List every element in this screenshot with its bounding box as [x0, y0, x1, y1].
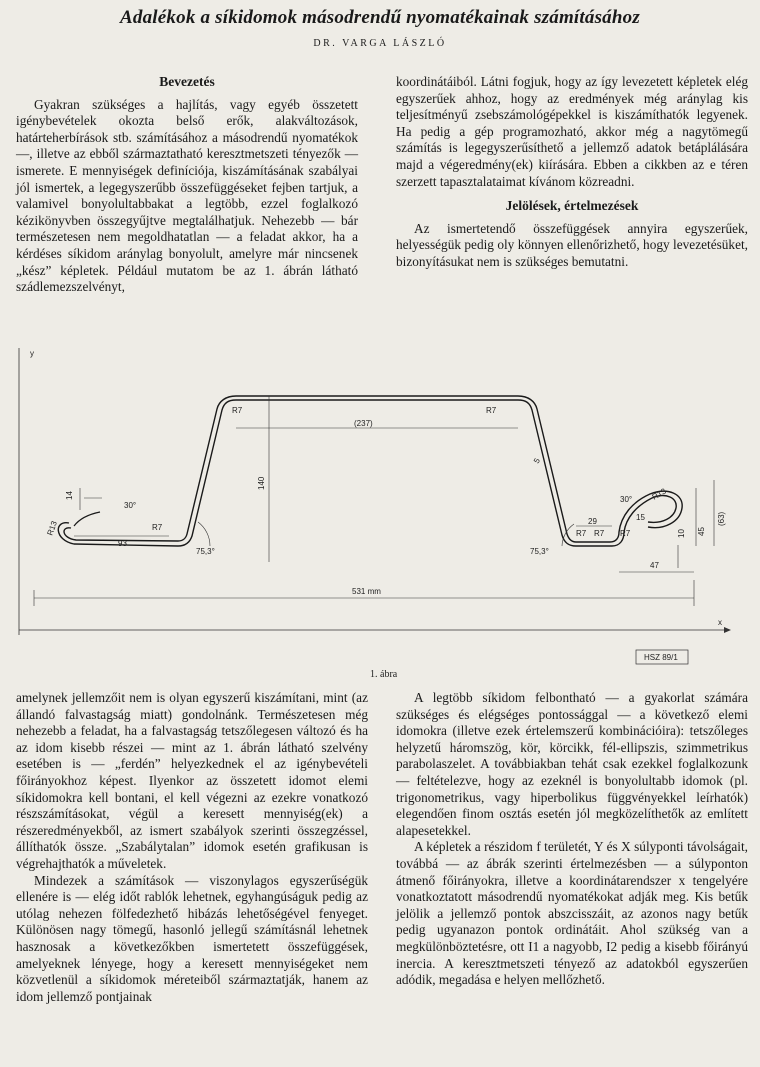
dimension-hook-offset: 10	[677, 529, 686, 538]
figure-caption: 1. ábra	[370, 669, 398, 680]
figure-stamp: HSZ 89/1	[644, 653, 678, 662]
radius-label-right-bottom-3: R7	[620, 529, 631, 538]
dimension-right-flange: 29	[588, 517, 597, 526]
dimension-total-width: 531 mm	[352, 587, 381, 596]
dimension-hook-height: 45	[697, 527, 706, 536]
angle-label-right-web: 75,3°	[530, 547, 549, 556]
body-paragraph-2: Mindezek a számítások — viszonylagos egyszerűségük ellenére is — elég időt rablók lehetnek, egyhangúságuk pedig az utólag nehezen fölfedezhető hibázás lehetőségével fenyeget. Különösen nagy tömegű, hasonló jellegű számításnál lehetnek hasznosak a következőkben ismertetett összefüggések, amelyeknek lényege, hogy a keresett mennyiségeket nem közvetlenül a síkidomok méreteiből származtatják, hanem az idom jellemző pontjainak	[16, 872, 368, 1004]
column-left-bottom	[16, 690, 368, 1005]
angle-label-left-web: 75,3°	[196, 547, 215, 556]
angle-label-right-hook: 30°	[620, 495, 633, 504]
dimension-hook-gap: 15	[636, 513, 645, 522]
sheet-pile-profile-figure	[14, 340, 746, 680]
body-paragraph-3: A legtöbb síkidom felbontható — a gyakorlat számára szükséges és elégséges pontossággal — a következő elemi idomokra (illetve ezek értelemszerű kombinációira): tetszőleges helyzetű háromszög, kör, körcikk, fél-ellipszis, szimmetrikus parabolaszelet. A továbbiakban tehát csak ezekkel foglalkozunk — feltételezve, hogy az ezeknél is bonyolultabb idomok (pl. trigonometrikus, vagy hiperbolikus függvényekkel leírhatók) elegendően finom osztás esetén jól megközelíthetők az említett alapesetekkel.	[396, 690, 748, 838]
radius-label-top-right: R7	[486, 406, 497, 415]
y-axis-label: y	[30, 349, 34, 358]
author-name: DR. VARGA LÁSZLÓ	[313, 38, 447, 49]
radius-label-right-hook: R13	[650, 486, 668, 502]
intro-paragraph-continued: koordinátáiból. Látni fogjuk, hogy az így levezetett képletek elég egyszerűek ahhoz, hogy az eredmények még aránylag kis teljesítményű zsebszámológépekkel is kiszámíthatók legyenek. Ha pedig a gép programozható, akkor még a nagytömegű számítás is legegyszerűsíthető a jellemző adatok betáplálására majd a végeredmény(ek) kiírására. Ebben a cikkben az e téren szerzett tapasztalataimat kívánom közreadni.	[396, 74, 748, 189]
radius-label-left-hook: R13	[45, 519, 59, 537]
dimension-left-flange: 93	[118, 539, 127, 548]
column-left-top	[16, 74, 358, 296]
dimension-height: 140	[257, 476, 266, 490]
radius-label-top-left: R7	[232, 406, 243, 415]
dimension-wall-thickness: 5	[531, 456, 542, 465]
dimension-hook-thickness: 14	[65, 491, 74, 500]
dimension-top-width: (237)	[354, 419, 373, 428]
radius-label-left-bottom: R7	[152, 523, 163, 532]
section-heading-notation: Jelölések, értelmezések	[505, 198, 639, 214]
dimension-hook-total-height: (63)	[717, 511, 726, 526]
angle-label-left-hook: 30°	[124, 501, 137, 510]
radius-label-right-bottom-2: R7	[594, 529, 605, 538]
intro-paragraph: Gyakran szükséges a hajlítás, vagy egyéb összetett igénybevételek okozta belső erők, alakváltozások, határteherbírások stb. számításához a másodrendű nyomatékok —, illetve az ebből származtatható keresztmetszeti tényezők — ismerete. E mennyiségek definíciója, kiszámításának szabályai jól ismertek, a legegyszerűbb összefüggéseket fejben tartjuk, a valamivel bonyolultabbakat a legtöbb, ezzel foglalkozó kézikönyvben összegyűjtve megtalálhatjuk. Nehezebb — bár természetesen nem megoldhatatlan — a feladat akkor, ha a kérdéses síkidom aránylag bonyolult, amelyre már nincsenek „kész” képletek. Például mutatom be az 1. ábrán látható szádlemezszelvényt,	[16, 96, 358, 295]
dimension-labels	[45, 406, 726, 596]
dimension-hook-width: 47	[650, 561, 659, 570]
radius-label-right-bottom-1: R7	[576, 529, 587, 538]
article-title: Adalékok a síkidomok másodrendű nyomatékainak számításához	[120, 7, 640, 28]
x-axis-label: x	[718, 618, 722, 627]
notation-paragraph: Az ismertetendő összefüggések annyira egyszerűek, helyességük pedig oly könnyen ellenőrizhető, hogy levezetésüket, bizonyításukat nem is szükséges bemutatni.	[396, 220, 748, 269]
column-right-top	[396, 74, 748, 271]
body-paragraph-4: A képletek a részidom f területét, Y és X súlyponti távolságait, továbbá — az ábrák szerinti értelmezésben — a súlyponton átmenő főirányokra, illetve a koordinátarendszer x tengelyére vonatkoztatott másodrendű nyomatékokat adják meg. Kis betűk jelölik a jellemző pontok abszcisszáit, az azonos nagy betűk pedig ugyanazon pontok ordinátáit. Ahol szükség van a megkülönböztetésre, ott I1 a nagyobb, I2 pedig a kisebb főirányú inercia. A keresztmetszeti tényező az adatokból egyszerűen adódik, megadása e helyen mellőzhető.	[396, 839, 748, 988]
column-right-bottom	[396, 690, 748, 989]
section-heading-introduction: Bevezetés	[159, 74, 215, 89]
body-paragraph-1: amelynek jellemzőit nem is olyan egyszerű kiszámítani, mint (az állandó falvastagság miatt) gondolnánk. Természetesen még nehezebb a feladat, ha a falvastagság tetszőlegesen változó és ha az idom kisebb részei — mint az 1. ábrán látható szelvény esetében is — „ferdén” helyezkednek el az igénybevételi főirányokhoz képest. Ilyenkor az összetett idomot elemi síkidomokra kell bontani, el kell végezni az ezekre vonatkozó részszámításokat, végül a keresett mennyiség(ek) a részeredményekből, az ismert szabályok szerinti összegzéssel, állíthatók össze. „Szabálytalan” idomok esetén grafikusan is végrehajthatók a műveletek.	[16, 690, 368, 871]
